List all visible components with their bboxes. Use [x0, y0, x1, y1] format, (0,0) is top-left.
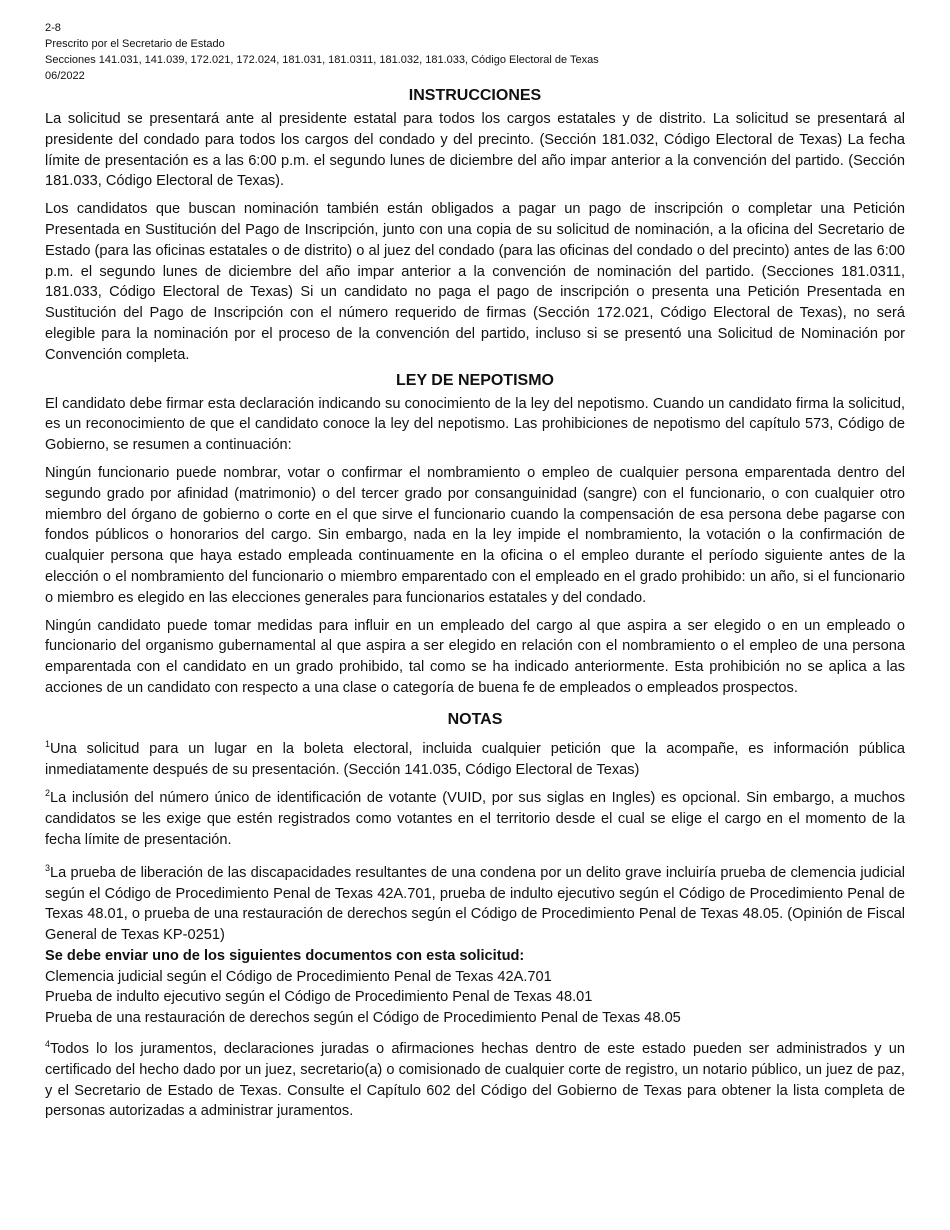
nepotismo-paragraph-2: Ningún funcionario puede nombrar, votar o confirmar el nombramiento o empleo de cualquier persona emparentada dentro del segundo grado por afinidad (matrimonio) o del tercer grado por consanguinidad (sangre) con el funcionario, o con cualquier otro miembro del órgano de gobierno o corte en el que sirve el funcionario cuando la compensación de esa persona debe pagarse con fondos públicos o honorarios del cargo. Sin embargo, nada en la ley impide el nombramiento, la votación o la confirmación de cualquier persona que haya estado empleada continuamente en la oficina o el empleo durante el período siguiente antes de la elección o el nombramiento del funcionario o miembro emparentado con el empleado en el grado prohibido: un año, si el funcionario o miembro es elegido en las elecciones generales para funcionarios estatales y del condado.: [45, 464, 905, 606]
nota-4-number: 4: [45, 1039, 51, 1050]
form-number: 2-8: [45, 22, 61, 34]
required-document-1: Clemencia judicial según el Código de Procedimiento Penal de Texas 42A.701: [45, 968, 552, 985]
nepotismo-paragraph-3: Ningún candidato puede tomar medidas para influir en un empleado del cargo al que aspira a ser elegido o en un empleado o funcionario del organismo gubernamental al que aspira a ser elegido en relación con el nombramiento o el empleo de una persona emparentada con el candidato en un grado prohibido, tal como se ha indicado anteriormente. Esta prohibición no se aplica a las acciones de un candidato con respecto a una clase o categoría de buena fe de empleados o empleados prospectos.: [45, 617, 905, 696]
form-header: [45, 20, 905, 84]
required-documents-heading: Se debe enviar uno de los siguientes documentos con esta solicitud:: [45, 947, 525, 964]
nota-3-number: 3: [45, 862, 51, 873]
nota-1-text: Una solicitud para un lugar en la boleta electoral, incluida cualquier petición que la acompañe, es información pública inmediatamente después de su presentación. (Sección 141.035, Código Electoral de Texas): [45, 740, 905, 778]
instrucciones-paragraph-1: La solicitud se presentará ante al presidente estatal para todos los cargos estatales y de distrito. La solicitud se presentará al presidente del condado para todos los cargos del condado y del precinto. (Sección 181.032, Código Electoral de Texas) La fecha límite de presentación es a las 6:00 p.m. el segundo lunes de diciembre del año impar anterior a la convención del partido. (Sección 181.033, Código Electoral de Texas).: [45, 111, 905, 190]
nota-4-text: Todos lo los juramentos, declaraciones juradas o afirmaciones hechas dentro de este estado pueden ser administrados y un certificado del hecho dado por un juez, secretario(a) o comisionado de cualquier corte de registro, un notario público, un juez de paz, y el Secretario de Estado de Texas. Consulte el Capítulo 602 del Código del Gobierno de Texas para obtener la lista completa de personas autorizadas a administrar juramentos.: [45, 1041, 905, 1120]
nota-1: [45, 739, 905, 781]
instrucciones-heading: INSTRUCCIONES: [408, 87, 542, 104]
nepotismo-heading: LEY DE NEPOTISMO: [396, 371, 554, 389]
nota-3-text: La prueba de liberación de las discapacidades resultantes de una condena por un delito grave incluiría prueba de clemencia judicial según el Código de Procedimiento Penal de Texas 42A.701, prueba de indulto ejecutivo según el Código de Procedimiento Penal de Texas 48.01, o prueba de una restauración de derechos según el Código de Procedimiento Penal de Texas 48.05. (Opinión de Fiscal General de Texas KP-0251): [45, 864, 905, 944]
form-date: 06/2022: [45, 70, 85, 82]
nota-1-number: 1: [45, 738, 51, 749]
nota-2-number: 2: [45, 788, 51, 799]
nota-2: [45, 788, 905, 850]
code-sections: Secciones 141.031, 141.039, 172.021, 172.024, 181.031, 181.0311, 181.032, 181.033, Código Electoral de Texas: [45, 54, 599, 66]
notas-heading: NOTAS: [447, 710, 503, 728]
required-document-2: Prueba de indulto ejecutivo según el Código de Procedimiento Penal de Texas 48.01: [45, 989, 593, 1006]
prescribed-by: Prescrito por el Secretario de Estado: [45, 38, 225, 50]
nota-2-text: La inclusión del número único de identificación de votante (VUID, por sus siglas en Ingles) es opcional. Sin embargo, a muchos candidatos se les exige que estén registrados como votantes en el territorio desde el cual se elige el cargo en el momento de la fecha límite de presentación.: [45, 790, 905, 848]
nota-3: [45, 863, 905, 946]
instrucciones-paragraph-2: Los candidatos que buscan nominación también están obligados a pagar un pago de inscripción o completar una Petición Presentada en Sustitución del Pago de Inscripción, junto con una copia de su solicitud de nominación, a la oficina del Secretario de Estado (para las oficinas estatales o de distrito) o al juez del condado (para las oficinas del condado o del precinto) antes de las 6:00 p.m. el segundo lunes de diciembre del año impar anterior a la convención de nominación del partido. (Secciones 181.0311, 181.033, Código Electoral de Texas) Si un candidato no paga el pago de inscripción o presenta una Petición Presentada en Sustitución del Pago de Inscripción con el número requerido de firmas (Sección 172.021, Código Electoral de Texas), no será elegible para la nominación por el proceso de la convención del partido, incluso si se presentó una Solicitud de Nominación por Convención completa.: [45, 201, 905, 363]
nepotismo-paragraph-1: El candidato debe firmar esta declaración indicando su conocimiento de la ley del nepotismo. Cuando un candidato firma la solicitud, es un reconocimiento de que el candidato conoce la ley del nepotismo. Las prohibiciones de nepotismo del capítulo 573, Código de Gobierno, se resumen a continuación:: [45, 395, 905, 454]
nota-4: [45, 1039, 905, 1122]
required-document-3: Prueba de una restauración de derechos según el Código de Procedimiento Penal de Texas 48.05: [45, 1010, 681, 1027]
